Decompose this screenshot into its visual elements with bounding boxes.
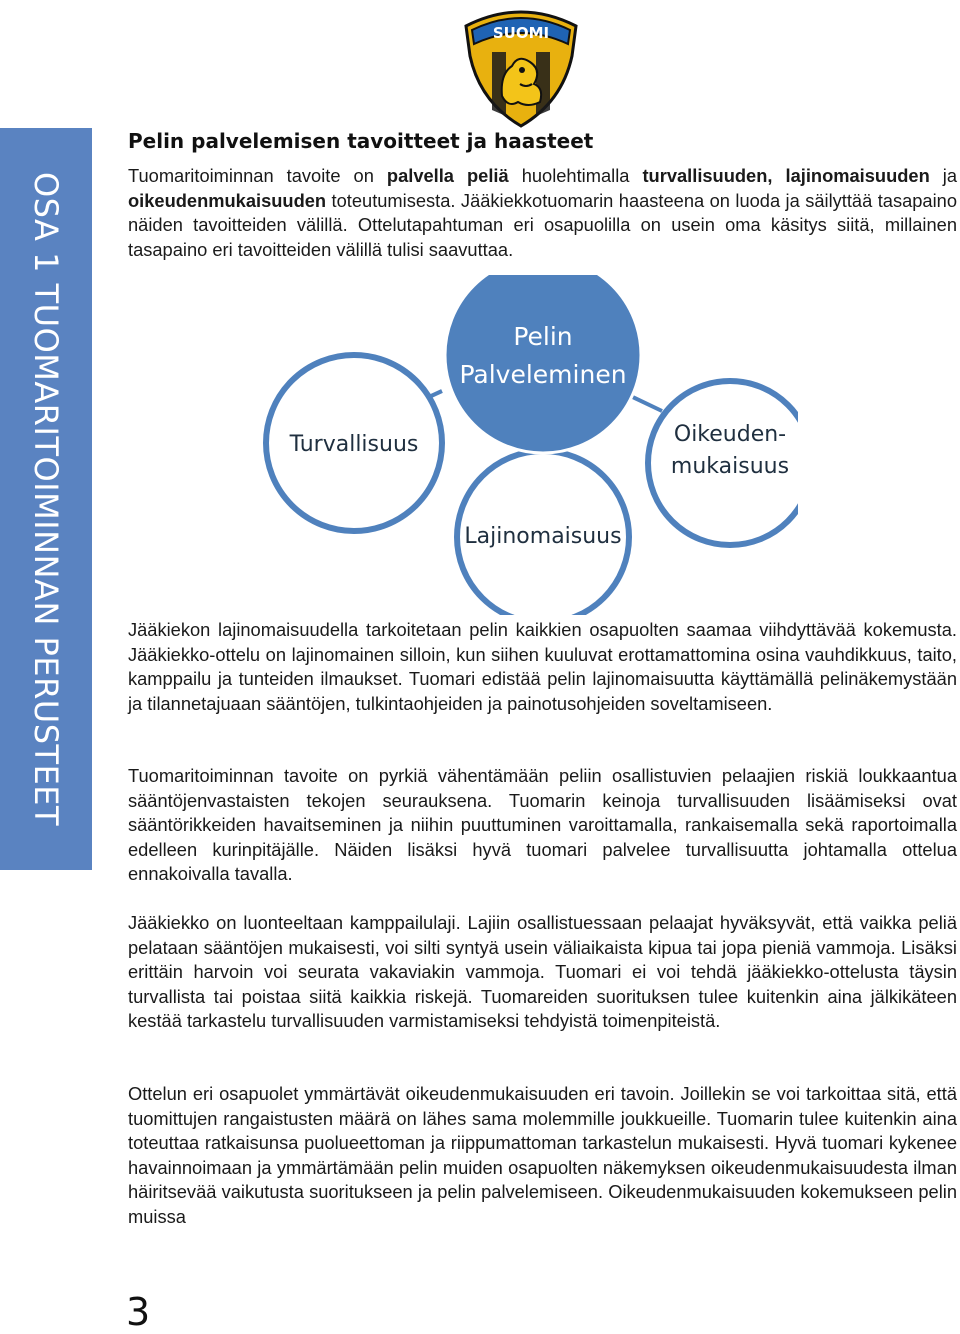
section-block: [128, 128, 957, 262]
intro-bold-3: oikeudenmukaisuuden: [128, 189, 327, 211]
center-label-2: Palveleminen: [459, 360, 627, 389]
paragraph-turvallisuus: Tuomaritoiminnan tavoite on pyrkiä vähentämään peliin osallistuvien pelaajien riskiä loukkaantua sääntöjenvastaisten tekojen seurauksena. Tuomarin keinoja turvallisuuden lisäämiseksi ovat sääntörikkeiden havaitseminen ja niihin puuttuminen varoittamalla, rankaisemalla sekä raportoimalla edelleen kurinpitäjälle. Näiden lisäksi hyvä tuomari palvelee turvallisuutta johtamalla ottelua ennakoivalla tavalla.: [128, 765, 957, 885]
bottom-label: Lajinomaisuus: [464, 524, 622, 549]
left-label: Turvallisuus: [289, 432, 419, 457]
center-label-1: Pelin: [513, 322, 573, 351]
intro-text-2: huolehtimalla: [508, 165, 643, 186]
paragraph-kamppailulaji: Jääkiekko on luonteeltaan kamppailulaji. Lajiin osallistuessaan pelaajat hyväksyvät, että vaikka peliä pelataan sääntöjen mukaisesti, voi silti syntyä usein väliaikaista kipua tai jopa pieniä vammoja. Lisäksi erittäin harvoin voi seurata vakaviakin vammoja. Tuomari ei voi tehdä jääkiekko-ottelusta täysin turvallista tai poistaa siitä kaikkia riskejä. Tuomareiden suorituksen tulee kuitenkin aina jälkikäteen kestää tarkastelu turvallisuuden varmistamiseksi tehdyistä toimenpiteistä.: [128, 912, 957, 1032]
logo-text: SUOMI: [492, 24, 550, 42]
paragraph-lajinomaisuus: Jääkiekon lajinomaisuudella tarkoitetaan pelin kaikkien osapuolten saamaa viihdyttävää kokemusta. Jääkiekko-ottelu on lajinomainen silloin, kun siihen kuuluvat erottamattomina osina vauhdikkuus, taito, kamppailu ja tunteiden ilmaukset. Tuomari edistää pelin lajinomaisuutta käyttämällä pelinäkemystään ja tilannetajuaan sääntöjen, tulkintaohjeiden ja painotusohjeiden soveltamiseen.: [128, 619, 957, 714]
intro-text-3: ja: [929, 165, 958, 186]
page-number: 3: [126, 1290, 151, 1334]
right-label-1: Oikeuden-: [673, 422, 787, 447]
intro-bold-2: turvallisuuden, lajinomaisuuden: [642, 165, 930, 186]
suomi-lion-logo: [462, 4, 580, 128]
section-title: Pelin palvelemisen tavoitteet ja haasteet: [128, 129, 594, 153]
intro-paragraph: [128, 164, 957, 262]
sidebar-section-label: OSA 1 TUOMARITOIMINNAN PERUSTEET: [27, 171, 65, 827]
goal-diagram: [258, 275, 798, 615]
paragraph-oikeudenmukaisuus: Ottelun eri osapuolet ymmärtävät oikeudenmukaisuuden eri tavoin. Joillekin se voi tarkoittaa sitä, että tuomittujen rangaistusten määrä on lähes sama molemmille joukkueille. Tuomarin tulee kuitenkin aina toteuttaa ratkaisunsa puolueettoman ja riippumattoman tarkastelun mukaisesti. Hyvä tuomari kykenee havainnoimaan ja ymmärtämään pelin muiden osapuolten näkemyksen oikeudenmukaisuudesta ilman häiritsevää vaikutusta suoritukseen ja pelin palvelemiseen. Oikeudenmukaisuuden kokemukseen pelin muissa: [128, 1083, 957, 1227]
sidebar-band: [0, 128, 92, 870]
intro-text-4: toteutumisesta. Jääkiekkotuomarin haasteena on luoda ja säilyttää tasapaino näiden tavoitteiden välillä. Ottelutapahtuman eri osapuolilla on usein oma käsitys siitä, millainen tasapaino eri tavoitteiden välillä tulisi saavuttaa.: [128, 189, 957, 260]
intro-bold-1: palvella peliä: [386, 165, 509, 186]
intro-text-1: Tuomaritoiminnan tavoite on: [128, 165, 387, 186]
right-label-2: mukaisuus: [670, 454, 790, 479]
